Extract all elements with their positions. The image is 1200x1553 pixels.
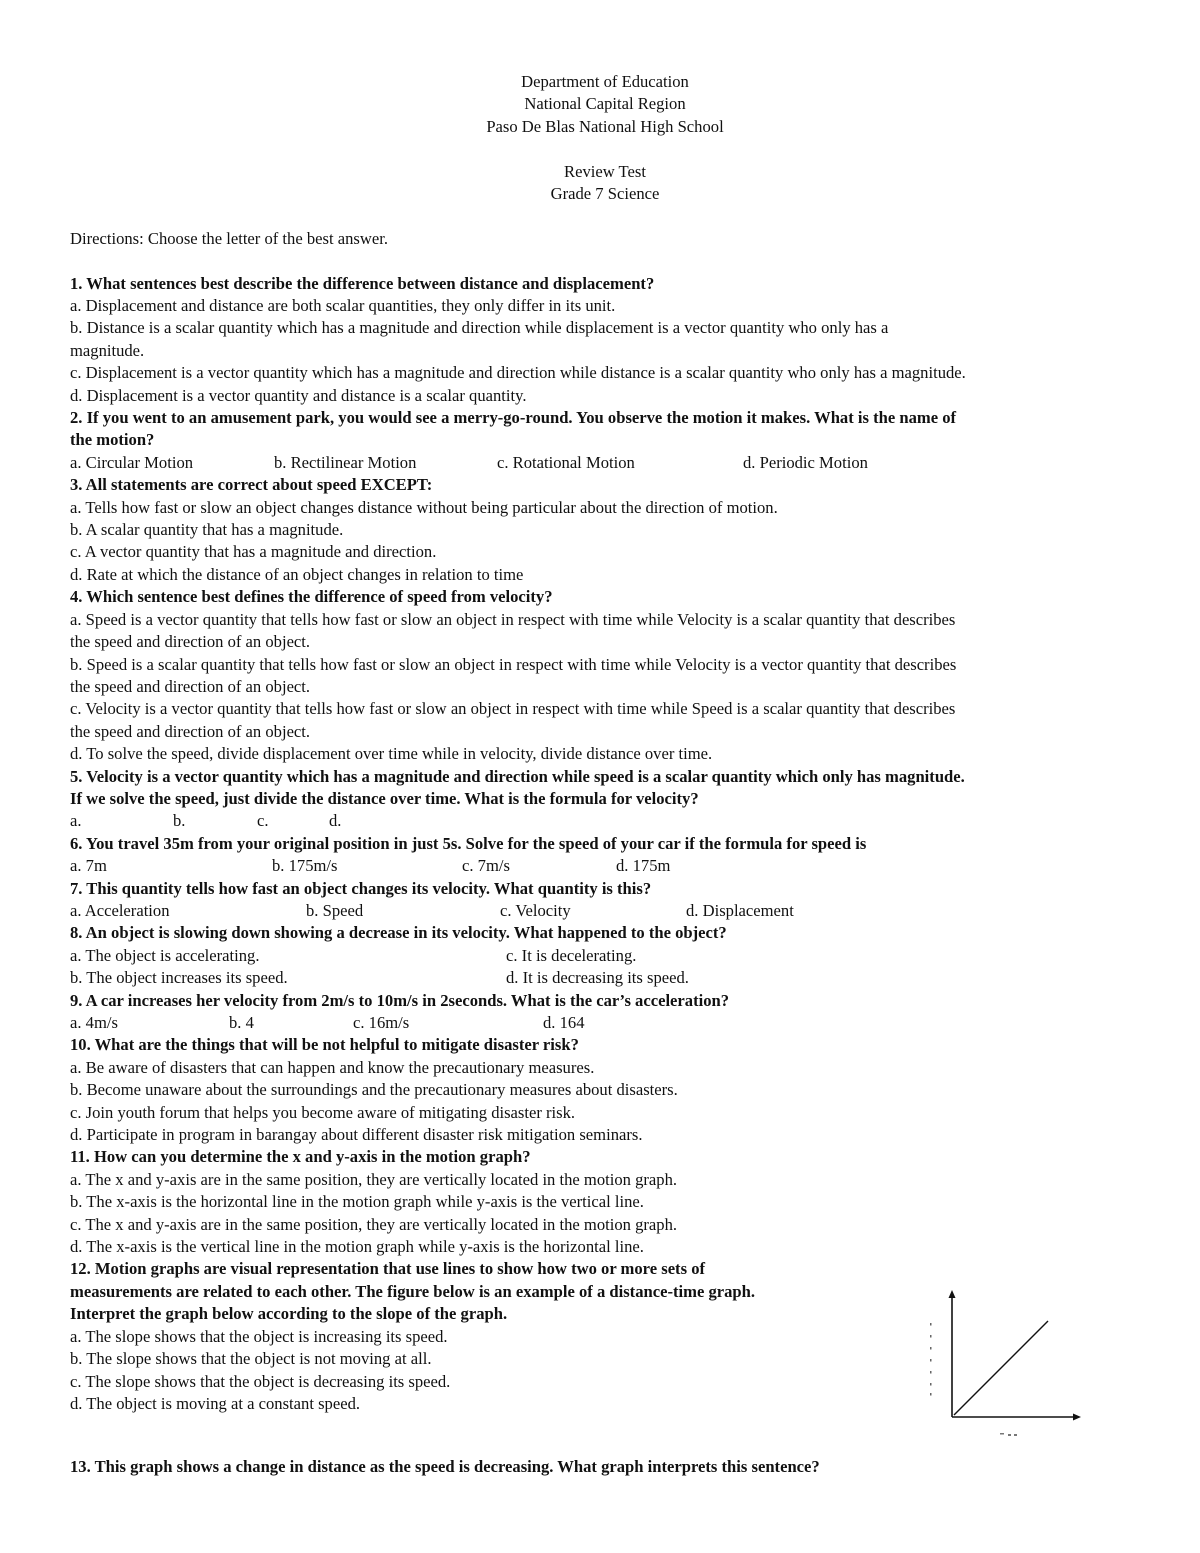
q1-option-b: b. Distance is a scalar quantity which has a magnitude and direction while displacement is a vector quantity who only has a [70,318,889,338]
q9-option-c: c. 16m/s [353,1013,410,1033]
x-axis-label-marks [1000,1433,1017,1436]
q6-option-a: a. 7m [70,856,107,876]
question-7: 7. This quantity tells how fast an object changes its velocity. What quantity is this? [70,878,652,898]
header-school: Paso De Blas National High School [486,116,724,136]
q3-option-d: d. Rate at which the distance of an object changes in relation to time [70,564,524,584]
q8-option-c: c. It is decelerating. [506,945,637,965]
q8-options-row-1 [70,945,1140,967]
question-11: 11. How can you determine the x and y-axis in the motion graph? [70,1147,531,1167]
header-test-title: Review Test [564,161,646,181]
q4-option-a-cont: the speed and direction of an object. [70,632,311,652]
slope-line [954,1321,1048,1415]
q11-option-a: a. The x and y-axis are in the same position, they are vertically located in the motion graph. [70,1169,678,1189]
q1-option-b-cont: magnitude. [70,340,145,360]
q5-option-b: b. [173,811,186,831]
q9-option-b: b. 4 [229,1013,254,1033]
question-4: 4. Which sentence best defines the difference of speed from velocity? [70,587,553,607]
q12-option-a: a. The slope shows that the object is increasing its speed. [70,1326,448,1346]
x-axis-arrow [1073,1414,1081,1421]
y-axis-label-marks [930,1323,932,1396]
q4-option-c: c. Velocity is a vector quantity that tells how fast or slow an object in respect with time while Speed is a scalar quantity that describes [70,699,956,719]
q5-option-c: c. [257,811,269,831]
header [70,71,1140,205]
q1-option-d: d. Displacement is a vector quantity and distance is a scalar quantity. [70,385,527,405]
question-2: 2. If you went to an amusement park, you would see a merry-go-round. You observe the motion it makes. What is the name of [70,408,957,428]
q6-option-d: d. 175m [616,856,671,876]
q4-option-c-cont: the speed and direction of an object. [70,721,311,741]
q6-option-c: c. 7m/s [462,856,510,876]
directions: Directions: Choose the letter of the best answer. [70,228,388,248]
question-8: 8. An object is slowing down showing a decrease in its velocity. What happened to the object? [70,923,727,943]
q2-option-c: c. Rotational Motion [497,452,635,472]
q12-option-c: c. The slope shows that the object is decreasing its speed. [70,1371,451,1391]
q5-option-a: a. [70,811,82,831]
q7-option-d: d. Displacement [686,900,794,920]
q7-options [70,900,1140,922]
q10-option-b: b. Become unaware about the surroundings and the precautionary measures about disasters. [70,1080,678,1100]
question-2-cont: the motion? [70,430,155,450]
y-axis-arrow [949,1290,956,1298]
q4-option-b: b. Speed is a scalar quantity that tells how fast or slow an object in respect with time while Velocity is a vector quantity that describes [70,654,957,674]
q6-options [70,855,1140,877]
question-5-cont: If we solve the speed, just divide the distance over time. What is the formula for velocity? [70,788,699,808]
q12-option-d: d. The object is moving at a constant speed. [70,1393,361,1413]
q7-option-a: a. Acceleration [70,900,170,920]
q8-option-a: a. The object is accelerating. [70,945,260,965]
q3-option-c: c. A vector quantity that has a magnitude and direction. [70,542,437,562]
q10-option-a: a. Be aware of disasters that can happen and know the precautionary measures. [70,1057,595,1077]
q2-option-b: b. Rectilinear Motion [274,452,417,472]
q11-option-c: c. The x and y-axis are in the same position, they are vertically located in the motion graph. [70,1214,678,1234]
q2-options [70,452,1140,474]
question-6: 6. You travel 35m from your original position in just 5s. Solve for the speed of your car if the formula for speed is [70,833,867,853]
question-12-cont-2: Interpret the graph below according to the slope of the graph. [70,1304,508,1324]
question-12: 12. Motion graphs are visual representation that use lines to show how two or more sets of [70,1259,706,1279]
question-13: 13. This graph shows a change in distance as the speed is decreasing. What graph interprets this sentence? [70,1456,820,1476]
distance-time-graph [920,1285,1090,1445]
q8-options-row-2 [70,967,1140,989]
q1-option-c: c. Displacement is a vector quantity which has a magnitude and direction while distance is a scalar quantity who only has a magnitude. [70,363,966,383]
question-9: 9. A car increases her velocity from 2m/s to 10m/s in 2seconds. What is the car’s acceleration? [70,990,730,1010]
q7-option-b: b. Speed [306,900,364,920]
q11-option-d: d. The x-axis is the vertical line in the motion graph while y-axis is the horizontal line. [70,1237,644,1257]
q8-option-d: d. It is decreasing its speed. [506,968,689,988]
q8-option-b: b. The object increases its speed. [70,968,288,988]
q11-option-b: b. The x-axis is the horizontal line in the motion graph while y-axis is the vertical line. [70,1192,644,1212]
q2-option-d: d. Periodic Motion [743,452,868,472]
header-grade: Grade 7 Science [550,184,660,204]
question-12-cont-1: measurements are related to each other. The figure below is an example of a distance-time graph. [70,1281,756,1301]
q4-option-d: d. To solve the speed, divide displacement over time while in velocity, divide distance over time. [70,744,713,764]
q3-option-a: a. Tells how fast or slow an object changes distance without being particular about the direction of motion. [70,497,778,517]
q5-option-d: d. [329,811,342,831]
q2-option-a: a. Circular Motion [70,452,194,472]
q9-option-a: a. 4m/s [70,1013,118,1033]
q9-option-d: d. 164 [543,1013,585,1033]
q12-option-b: b. The slope shows that the object is not moving at all. [70,1349,432,1369]
q9-options [70,1012,1140,1034]
question-5: 5. Velocity is a vector quantity which has a magnitude and direction while speed is a scalar quantity which only has magnitude. [70,766,965,786]
header-department: Department of Education [521,72,689,91]
q7-option-c: c. Velocity [500,900,571,920]
q4-option-b-cont: the speed and direction of an object. [70,676,311,696]
q4-option-a: a. Speed is a vector quantity that tells how fast or slow an object in respect with time while Velocity is a scalar quantity that describes [70,609,956,629]
q1-option-a: a. Displacement and distance are both scalar quantities, they only differ in its unit. [70,296,616,316]
q10-option-c: c. Join youth forum that helps you become aware of mitigating disaster risk. [70,1102,576,1122]
question-1: 1. What sentences best describe the difference between distance and displacement? [70,273,655,293]
question-10: 10. What are the things that will be not helpful to mitigate disaster risk? [70,1035,579,1055]
test-page [70,71,1140,1478]
q3-option-b: b. A scalar quantity that has a magnitude. [70,520,344,540]
question-3: 3. All statements are correct about speed EXCEPT: [70,475,433,495]
q5-options [70,810,1140,832]
q6-option-b: b. 175m/s [272,856,338,876]
q10-option-d: d. Participate in program in barangay about different disaster risk mitigation seminars. [70,1125,643,1145]
header-region: National Capital Region [524,94,686,114]
